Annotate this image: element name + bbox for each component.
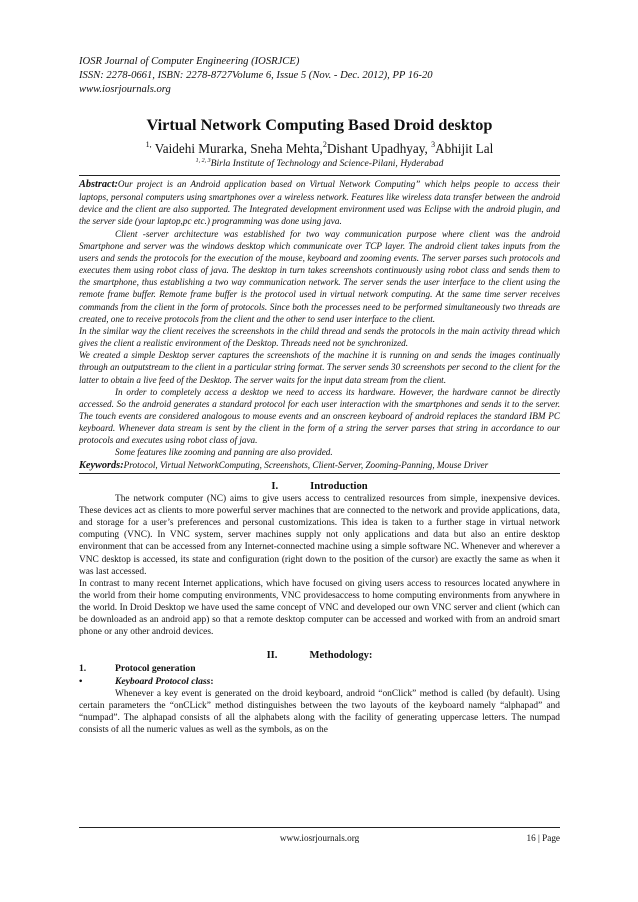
journal-name: IOSR Journal of Computer Engineering (IOSRJCE) — [79, 56, 300, 67]
abstract-paragraph-5: In order to completely access a desktop we need to access its hardware. However, the hardware cannot be directly accessed. So the android generates a standard protocol for each user interaction with the smartphones and sends it to the server. The touch events are considered analogous to mouse events and an onscreen keyboard of android replaces the standard IBM PC keyboard. Whenever data stream is sent by the client in the form of a string the server parses that string in accordance to our protocols and executes using robot class of java. — [79, 386, 560, 446]
abstract-bottom-rule — [79, 473, 560, 474]
methodology-paragraph-1: Whenever a key event is generated on the droid keyboard, android “onClick” method is called (by default). Using certain parameters the “onCLick” method distinguishes between the two layouts of the keyboard namely “alphapad” and “numpad”. The alphapad consists of all the alphabets along with the facility of generating uppercase letters. The numpad consists of all the numeric values as well as the symbols, as on the — [79, 688, 560, 736]
author-names-3: Abhijit Lal — [435, 141, 494, 156]
author-names-1: Vaidehi Murarka, Sneha Mehta, — [151, 141, 323, 156]
paper-page — [79, 55, 560, 736]
introduction-body — [79, 493, 560, 639]
affiliation-sup: 1, 2, 3 — [195, 158, 211, 164]
author-list — [79, 141, 560, 157]
section-heading-methodology — [79, 649, 560, 662]
abstract-paragraph-3: In the similar way the client receives the screenshots in the child thread and sends the protocols in the main activity thread which gives the client a realistic environment of the Desktop. Threads need not be synchronized. — [79, 325, 560, 349]
author-sup-1: 1, — [145, 140, 152, 149]
section-heading-introduction — [79, 480, 560, 493]
affiliation-text: Birla Institute of Technology and Science-Pilani, Hyderabad — [210, 158, 444, 169]
subsection-number: 1. — [79, 662, 87, 674]
bullet-icon: • — [79, 675, 83, 687]
abstract-paragraph-2: Client -server architecture was established for two way communication purpose where client was the android Smartphone and server was the windows desktop which communicate over TCP layer. The android client takes inputs from the users and sends the protocols for the execution of the mouse, keyboard and zooming events. The server parses such protocols and executes them using robot class of java. The desktop in turn takes screenshots continuously using robot class and sends them to the smartphone, thus establishing a two way communication network. The server sends the user interface to the client using the remote frame buffer. Remote frame buffer is the protocol used in virtual network computing. At the same time server receives commands from the client in the form of protocols. Since both the processes need to be performed simultaneously two threads are created, one to receive protocols from the client and the other to send user interface to the client. — [79, 228, 560, 324]
introduction-paragraph-2: In contrast to many recent Internet applications, which have focused on giving users access to resources located anywhere in the world from their home computing environments, VNC providesaccess to home computing environments from anywhere in the world. In Droid Desktop we have used the same concept of VNC and developed our own VNC server and client (which can be downloaded as an android app) so that a remote desktop computer can be accessed and worked with from an android smart phone or any other android devices. — [79, 578, 560, 638]
affiliation — [79, 158, 560, 170]
abstract-text-1: Our project is an Android application based on Virtual Network Computing” which helps people to access their laptops, personal computers using smartphones over a wireless network. Features like wireless data transfer between the android device and the client are also supported. The Integrated development environment used was Eclipse with the android plugin, and the server side (your laptop,pc etc.) programming was done using java. — [79, 179, 560, 227]
keywords — [79, 459, 560, 472]
bullet-title: Keyboard Protocol class — [115, 675, 211, 687]
subsection-title: Protocol generation — [115, 662, 196, 674]
journal-url[interactable]: www.iosrjournals.org — [79, 84, 171, 95]
bullet-heading — [79, 675, 560, 688]
abstract-paragraph-1 — [79, 178, 560, 228]
abstract — [79, 178, 560, 459]
section-title: Methodology: — [309, 649, 373, 661]
footer-site[interactable]: www.iosrjournals.org — [279, 833, 360, 843]
journal-issn: ISSN: 2278-0661, ISBN: 2278-8727Volume 6, Issue 5 (Nov. - Dec. 2012), PP 16-20 — [79, 70, 433, 81]
subsection-heading — [79, 662, 560, 675]
page-footer — [79, 827, 560, 843]
keywords-text: Protocol, Virtual NetworkComputing, Screenshots, Client-Server, Zooming-Panning, Mouse Driver — [123, 459, 489, 470]
section-title: Introduction — [310, 480, 368, 492]
abstract-paragraph-6: Some features like zooming and panning are also provided. — [115, 447, 333, 458]
keywords-label: Keywords: — [79, 459, 124, 471]
author-sup-3: 3 — [431, 140, 436, 149]
bullet-colon: : — [210, 675, 214, 687]
section-number: II. — [266, 649, 278, 661]
author-sup-2: 2 — [322, 140, 327, 149]
paper-title: Virtual Network Computing Based Droid desktop — [146, 115, 493, 134]
introduction-paragraph-1: The network computer (NC) aims to give users access to centralized resources from simple, inexpensive devices. These devices act as clients to more powerful server machines that are connected to the network and provide applications, data, and storage for a user’s preferences and personal customizations. This idea is taken to a further stage in virtual network computing (VNC). In VNC system, server machines supply not only applications and data but also an entire desktop environment that can be accessed from any Internet-connected machine using a simple software NC. Whenever and wherever a VNC desktop is accessed, its state and configuration (right down to the position of the cursor) are exactly the same as when it was last accessed. — [79, 493, 560, 577]
author-names-2: Dishant Upadhyay, — [326, 141, 432, 156]
abstract-top-rule — [79, 175, 560, 176]
methodology-body — [79, 688, 560, 737]
footer-page-number: 16 | Page — [526, 833, 560, 843]
abstract-label: Abstract: — [79, 179, 118, 190]
section-number: I. — [271, 480, 279, 492]
abstract-paragraph-4: We created a simple Desktop server captures the screenshots of the machine it is running on and sends the images continually through an outputstream to the client in a particular string format. The server sends 30 screenshots per second to the client for the latter to obtain a live feed of the Desktop. The server waits for the input data stream from the client. — [79, 350, 560, 385]
journal-header — [79, 55, 560, 97]
